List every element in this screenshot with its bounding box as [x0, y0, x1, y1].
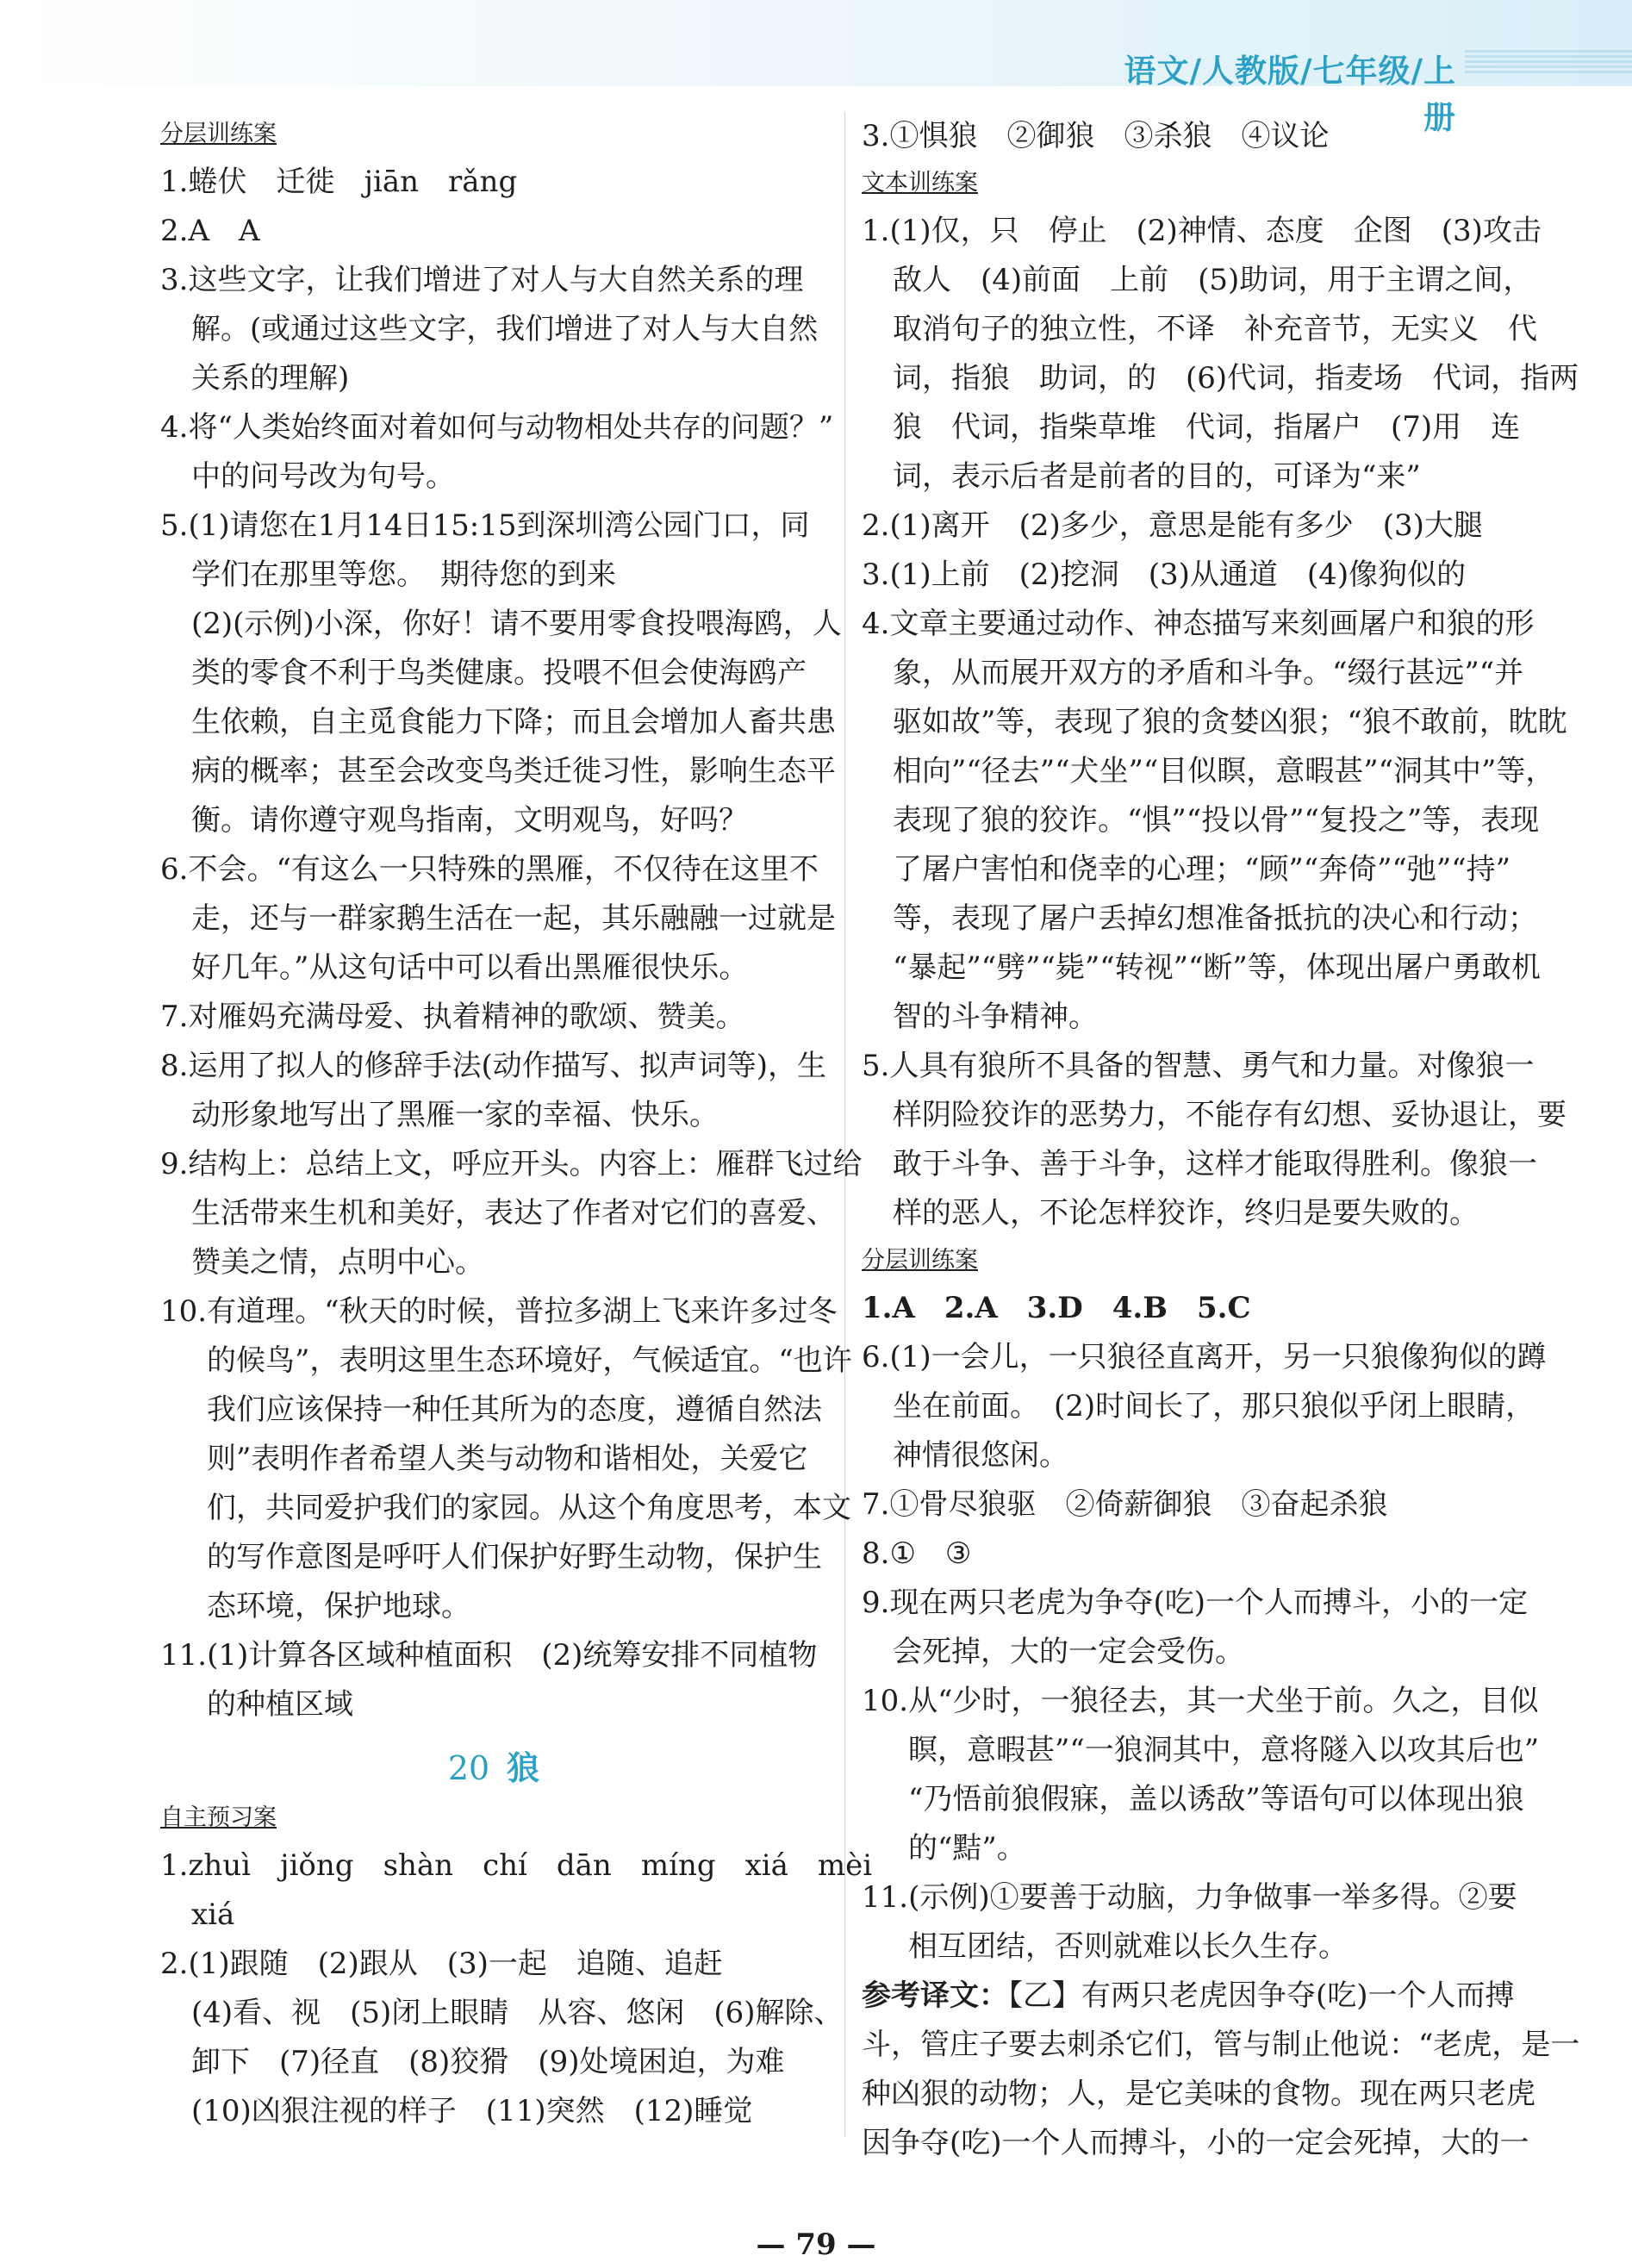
answer-line: 会死掉，大的一定会受伤。	[893, 1635, 1244, 1670]
answer-line: 词，指狼 助词，的 (6)代词，指麦场 代词，指两	[893, 361, 1579, 396]
section-heading: 文本训练案	[862, 170, 978, 196]
answer-line: 走，还与一群家鹅生活在一起，其乐融融一过就是	[191, 901, 836, 937]
answer-line: 5.人具有狼所不具备的智慧、勇气和力量。对像狼一	[862, 1049, 1535, 1084]
section-heading: 分层训练案	[160, 121, 277, 147]
answer-line: 10.有道理。“秋天的时候，普拉多湖上飞来许多过冬	[160, 1294, 838, 1330]
answer-line: 类的零食不利于鸟类健康。投喂不但会使海鸥产	[191, 656, 807, 691]
reference-label: 参考译文：	[862, 1978, 1008, 2014]
answer-line: 狼 代词，指柴草堆 代词，指屠户 (7)用 连	[893, 410, 1521, 446]
answer-line: 1.(1)仅，只 停止 (2)神情、态度 企图 (3)攻击	[862, 214, 1542, 249]
answer-line: 4.将“人类始终面对着如何与动物相处共存的问题？”	[160, 410, 834, 446]
answer-line: 7.①骨尽狼驱 ②倚薪御狼 ③奋起杀狼	[862, 1487, 1388, 1523]
column-divider	[844, 112, 845, 2137]
answer-line: 关系的理解)	[191, 361, 350, 396]
answer-line: 卸下 (7)径直 (8)狡猾 (9)处境困迫，为难	[191, 2045, 785, 2080]
answer-line: 坐在前面。 (2)时间长了，那只狼似乎闭上眼睛，	[893, 1389, 1535, 1424]
answer-line: 8.运用了拟人的修辞手法(动作描写、拟声词等)，生	[160, 1049, 826, 1084]
answer-line: 学们在那里等您。 期待您的到来	[191, 558, 616, 593]
answer-line: xiá	[191, 1897, 235, 1933]
answer-line: 象，从而展开双方的矛盾和斗争。“缀行甚远”“并	[893, 656, 1524, 691]
answer-line: “暴起”“劈”“毙”“转视”“断”等，体现出屠户勇敢机	[893, 950, 1541, 986]
answer-line: 解。(或通过这些文字，我们增进了对人与大自然	[191, 312, 819, 347]
header-stripes	[1465, 50, 1632, 76]
answer-line: 词，表示后者是前者的目的，可译为“来”	[893, 459, 1421, 495]
answer-line: 1.zhuì jiǒng shàn chí dān míng xiá mèi	[160, 1848, 873, 1884]
right-column	[862, 112, 1580, 2168]
answer-line: 表现了狼的狡诈。“惧”“投以骨”“复投之”等，表现	[893, 803, 1540, 838]
answer-line: 6.不会。“有这么一只特殊的黑雁，不仅待在这里不	[160, 852, 819, 888]
answer-line: 7.对雁妈充满母爱、执着精神的歌颂、赞美。	[160, 1000, 745, 1035]
answer-line: 赞美之情，点明中心。	[191, 1245, 484, 1280]
reference-text: 【乙】有两只老虎因争夺(吃)一个人而搏	[1008, 1978, 1515, 2014]
answer-line: 瞑，意暇甚”“一狼洞其中，意将隧入以攻其后也”	[908, 1733, 1540, 1768]
answer-line: 3.这些文字，让我们增进了对人与大自然关系的理	[160, 263, 804, 298]
reference-translation-line	[862, 1972, 1534, 2021]
answer-line: 3.①惧狼 ②御狼 ③杀狼 ④议论	[862, 119, 1330, 153]
answer-line: 因争夺(吃)一个人而搏斗，小的一定会死掉，大的一	[862, 2126, 1529, 2161]
answer-line: 11.(示例)①要善于动脑，力争做事一举多得。②要	[862, 1880, 1517, 1916]
answer-line: 中的问号改为句号。	[191, 459, 455, 495]
answer-line: 3.(1)上前 (2)挖洞 (3)从通道 (4)像狗似的	[862, 558, 1467, 593]
answer-line: 动形象地写出了黑雁一家的幸福、快乐。	[191, 1098, 719, 1133]
answer-line: 智的斗争精神。	[893, 1000, 1098, 1035]
answer-line: 们，共同爱护我们的家园。从这个角度思考，本文	[207, 1491, 851, 1526]
answer-line: 5.(1)请您在1月14日15:15到深圳湾公园门口，同	[160, 508, 810, 544]
answer-line: 病的概率；甚至会改变鸟类迁徙习性，影响生态平	[191, 754, 836, 789]
answer-line: 9.结构上：总结上文，呼应开头。内容上：雁群飞过给	[160, 1147, 863, 1182]
left-column	[160, 112, 873, 2136]
answer-line: 敢于斗争、善于斗争，这样才能取得胜利。像狼一	[893, 1147, 1537, 1182]
answer-line: 则”表明作者希望人类与动物和谐相处，关爱它	[207, 1442, 808, 1477]
answer-line: 9.现在两只老虎为争夺(吃)一个人而搏斗，小的一定	[862, 1586, 1528, 1621]
answer-line: 1.蜷伏 迁徙 jiān rǎng	[160, 165, 518, 200]
lesson-heading	[160, 1742, 827, 1789]
answer-line: 衡。请你遵守观鸟指南，文明观鸟，好吗？	[191, 803, 748, 838]
answer-line: 我们应该保持一种任其所为的态度，遵循自然法	[207, 1393, 822, 1428]
answer-line: (4)看、视 (5)闭上眼睛 从容、悠闲 (6)解除、	[191, 1996, 844, 2031]
answer-line: 敌人 (4)前面 上前 (5)助词，用于主谓之间，	[893, 263, 1533, 298]
answer-line: 态环境，保护地球。	[207, 1589, 470, 1624]
answer-line: 样的恶人，不论怎样狡诈，终归是要失败的。	[893, 1196, 1479, 1231]
page-number: — 79 —	[756, 2228, 876, 2262]
answer-line: 的种植区域	[207, 1687, 353, 1723]
answer-line: 2.(1)跟随 (2)跟从 (3)一起 追随、追赶	[160, 1947, 723, 1982]
answer-line: 生活带来生机和美好，表达了作者对它们的喜爱、	[191, 1196, 836, 1231]
answer-line: 神情很悠闲。	[893, 1438, 1068, 1474]
answer-line: 好几年。”从这句话中可以看出黑雁很快乐。	[191, 950, 749, 986]
answer-line: (10)凶狠注视的样子 (11)突然 (12)睡觉	[191, 2094, 753, 2129]
book-title: 语文/人教版/七年级/上册	[1124, 53, 1456, 136]
answer-line: 生依赖，自主觅食能力下降；而且会增加人畜共患	[191, 705, 836, 740]
answer-line: 相互团结，否则就难以长久生存。	[908, 1929, 1348, 1965]
lesson-number: 20	[447, 1749, 490, 1788]
answer-line: 驱如故”等，表现了狼的贪婪凶狠；“狼不敢前，眈眈	[893, 705, 1567, 740]
answer-line: 斗，管庄子要去刺杀它们，管与制止他说：“老虎，是一	[862, 2028, 1580, 2063]
answer-line: 等，表现了屠户丢掉幻想准备抵抗的决心和行动；	[893, 901, 1537, 937]
answer-line: 种凶狠的动物；人，是它美味的食物。现在两只老虎	[862, 2077, 1535, 2112]
answer-line: 11.(1)计算各区域种植面积 (2)统筹安排不同植物	[160, 1638, 818, 1673]
answer-line: 的候鸟”，表明这里生态环境好，气候适宜。“也许	[207, 1343, 852, 1379]
answer-line: “乃悟前狼假寐，盖以诱敌”等语句可以体现出狼	[908, 1782, 1524, 1817]
answer-line: 2.(1)离开 (2)多少，意思是能有多少 (3)大腿	[862, 508, 1483, 544]
answer-line: 了屠户害怕和侥幸的心理；“顾”“奔倚”“弛”“持”	[893, 852, 1511, 888]
answer-line: 1.A 2.A 3.D 4.B 5.C	[862, 1291, 1251, 1326]
section-heading: 自主预习案	[160, 1804, 277, 1832]
answer-line: 的写作意图是呼吁人们保护好野生动物，保护生	[207, 1540, 822, 1575]
answer-line: 2.A A	[160, 214, 260, 249]
lesson-title: 狼	[507, 1748, 540, 1788]
answer-line: 8.① ③	[862, 1536, 972, 1572]
answer-line: (2)(示例)小深，你好！请不要用零食投喂海鸥，人	[191, 607, 842, 642]
answer-line: 6.(1)一会儿，一只狼径直离开，另一只狼像狗似的蹲	[862, 1340, 1547, 1375]
answer-line: 的“黠”。	[908, 1831, 1026, 1866]
page-number-value: 79	[795, 2228, 837, 2262]
section-heading: 分层训练案	[862, 1247, 978, 1274]
answer-line: 相向”“径去”“犬坐”“目似瞑，意暇甚”“洞其中”等，	[893, 754, 1555, 789]
answer-line: 4.文章主要通过动作、神态描写来刻画屠户和狼的形	[862, 607, 1535, 642]
answer-line: 取消句子的独立性，不译 补充音节，无实义 代	[893, 312, 1537, 347]
answer-line: 样阴险狡诈的恶势力，不能存有幻想、妥协退让，要	[893, 1098, 1567, 1133]
answer-line: 10.从“少时，一狼径去，其一犬坐于前。久之，目似	[862, 1684, 1539, 1719]
